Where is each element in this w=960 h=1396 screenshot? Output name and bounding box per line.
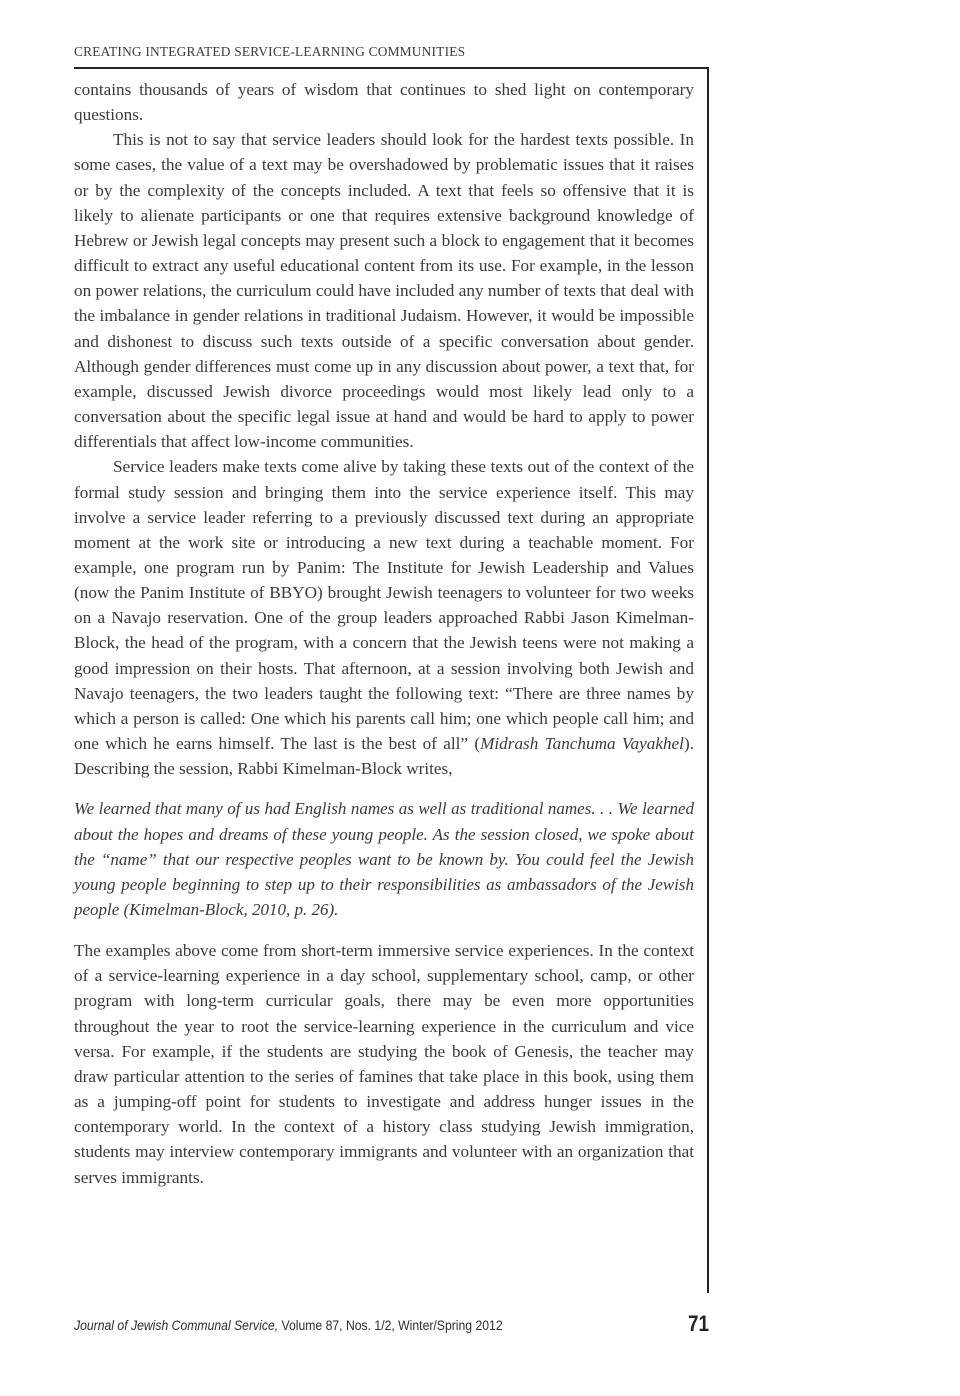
footer-citation: [74, 1318, 503, 1334]
paragraph-3-text-a: Service leaders make texts come alive by taking these texts out of the context of the formal study session and bringing them into the service experience itself. This may involve a service leader referring to a previously discussed text during an appropriate moment at the work site or introducing a new text during a teachable moment. For example, one program run by Panim: The Institute for Jewish Leadership and Values (now the Panim Institute of BBYO) brought Jewish teenagers to volunteer for two weeks on a Navajo reservation. One of the group leaders approached Rabbi Jason Kimelman-Block, the head of the program, with a concern that the Jewish teens were not making a good impression on their hosts. That afternoon, at a session involving both Jewish and Navajo teenagers, the two leaders taught the following text: “There are three names by which a person is called: One which his parents call him; one which people call him; and one which he earns himself. The last is the best of all” (: [74, 457, 694, 754]
side-rule: [707, 67, 709, 1293]
paragraph-3: [74, 454, 694, 781]
paragraph-4: The examples above come from short-term immersive service experiences. In the context of a service-learning experience in a day school, supplementary school, camp, or other program with long-term curricular goals, there may be even more opportunities throughout the year to root the service-learning experience in the curriculum and vice versa. For example, if the students are studying the book of Genesis, the teacher may draw particular attention to the series of famines that take place in this book, using them as a jumping-off point for students to investigate and address hunger issues in the contemporary world. In the context of a history class studying Jewish immigration, students may interview contemporary immigrants and volunteer with an organization that serves immigrants.: [74, 941, 694, 1187]
paragraph-3-text-b: ). Describing the session, Rabbi Kimelman-Block writes,: [74, 734, 694, 779]
paragraph-1: contains thousands of years of wisdom that continues to shed light on contemporary questions.: [74, 80, 694, 125]
journal-name: Journal of Jewish Communal Service,: [74, 1318, 279, 1334]
header-rule: [74, 67, 709, 69]
running-head: CREATING INTEGRATED SERVICE-LEARNING COMMUNITIES: [74, 44, 466, 59]
block-quote: We learned that many of us had English names as well as traditional names. . . We learned about the hopes and dreams of these young people. As the session closed, we spoke about the “name” that our respective peoples want to be known by. You could feel the Jewish young people beginning to step up to their responsibilities as ambassadors of the Jewish people (Kimelman-Block, 2010, p. 26).: [74, 799, 694, 919]
citation-midrash: Midrash Tanchuma Vayakhel: [480, 734, 684, 754]
body-text: [74, 77, 694, 1190]
paragraph-2: This is not to say that service leaders should look for the hardest texts possible. In some cases, the value of a text may be overshadowed by problematic issues that it raises or by the complexity of the concepts included. A text that feels so offensive that it is likely to alienate participants or one that requires extensive background knowledge of Hebrew or Jewish legal concepts may present such a block to engagement that it becomes difficult to extract any useful educational content from its use. For example, in the lesson on power relations, the curriculum could have included any number of texts that deal with the imbalance in gender relations in traditional Judaism. However, it would be impossible and dishonest to discuss such texts outside of a specific conversation about gender. Although gender differences must come up in any discussion about power, a text that, for example, discussed Jewish divorce proceedings would most likely lead only to a conversation about the specific legal issue at hand and would be hard to apply to power differentials that affect low-income communities.: [74, 130, 694, 452]
page-number: 71: [688, 1311, 710, 1336]
journal-issue: Volume 87, Nos. 1/2, Winter/Spring 2012: [278, 1318, 503, 1334]
